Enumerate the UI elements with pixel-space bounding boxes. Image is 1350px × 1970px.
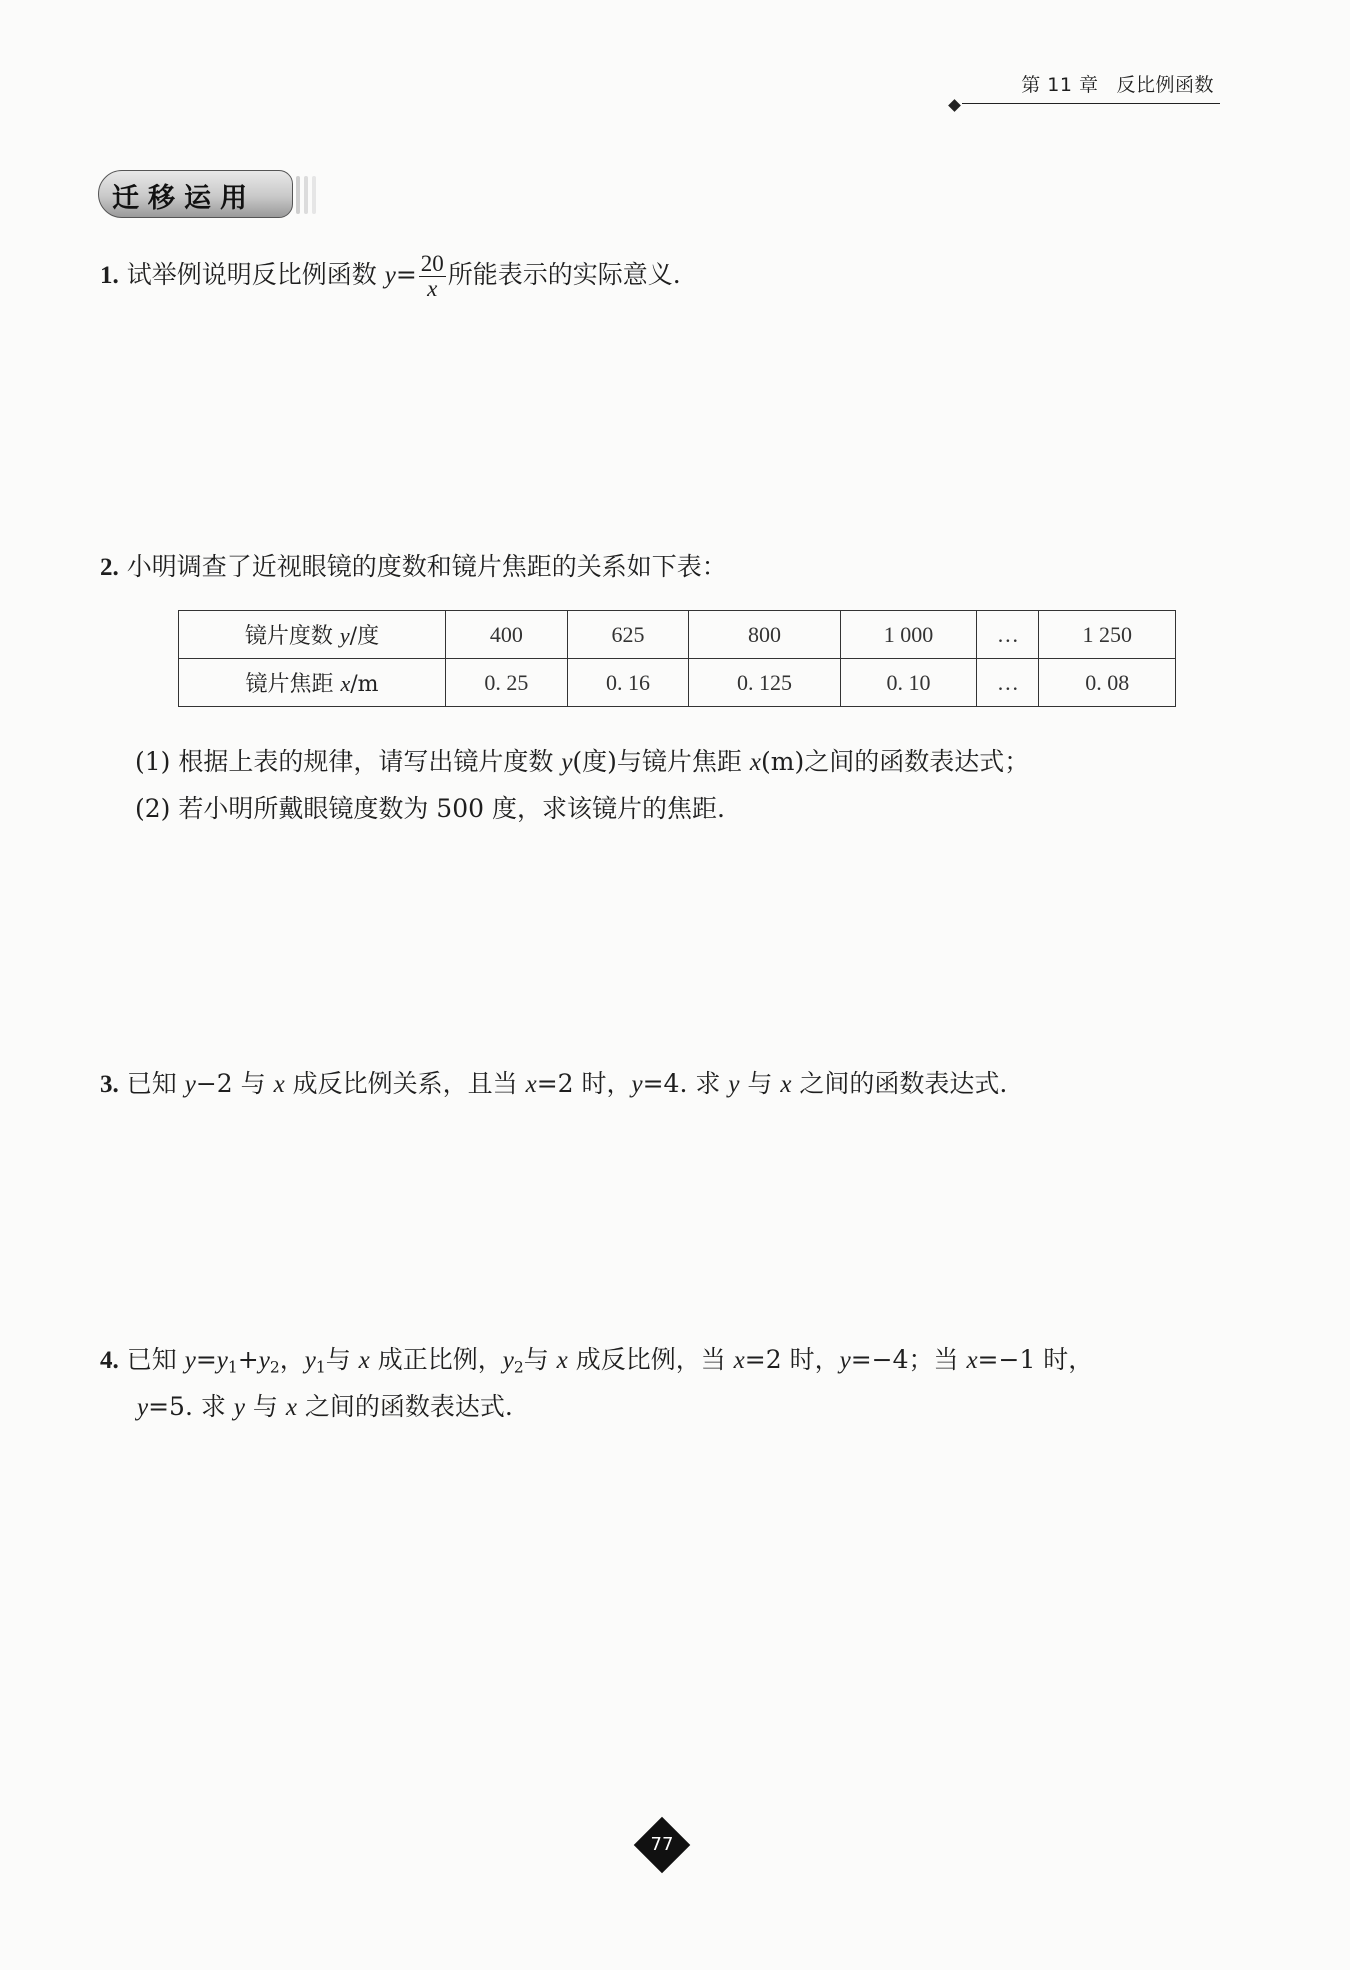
table-row — [179, 611, 1176, 659]
question-text: =−1 时， — [977, 1345, 1094, 1374]
badge-stripe-icon — [312, 176, 316, 214]
question-text: 与 — [325, 1345, 359, 1374]
header-diamond-icon — [948, 99, 961, 112]
math-var: x — [733, 1347, 745, 1374]
question-text: 成反比例关系，且当 — [284, 1069, 526, 1098]
question-text: 之间的函数表达式. — [296, 1392, 513, 1421]
table-cell: 800 — [689, 611, 840, 659]
part-text: (m)之间的函数表达式； — [761, 747, 1030, 776]
question-text: 小明调查了近视眼镜的度数和镜片焦距的关系如下表： — [126, 552, 727, 581]
table-cell: 0. 16 — [567, 659, 689, 707]
math-var: y — [258, 1347, 270, 1374]
question-text: 所能表示的实际意义. — [447, 260, 681, 289]
question-text: =2 时， — [536, 1069, 632, 1098]
question-text: −2 与 — [195, 1069, 274, 1098]
question-text: ， — [279, 1345, 305, 1374]
question-2-part-2: (2) 若小明所戴眼镜度数为 500 度，求该镜片的焦距. — [135, 794, 725, 823]
table-cell: 0. 10 — [840, 659, 977, 707]
math-var: x — [749, 749, 761, 776]
question-text: 已知 — [126, 1345, 185, 1374]
badge-stripe-icon — [304, 176, 308, 214]
math-var: x — [525, 1071, 537, 1098]
question-text: 成反比例，当 — [567, 1345, 734, 1374]
question-text: 与 — [244, 1392, 286, 1421]
math-var: y — [304, 1347, 316, 1374]
math-var: y — [839, 1347, 851, 1374]
question-3 — [100, 1062, 1007, 1107]
math-var: y — [728, 1071, 740, 1098]
fraction-denominator: x — [427, 276, 438, 301]
table-cell: … — [977, 611, 1039, 659]
table-cell: 625 — [567, 611, 689, 659]
question-number: 2. — [100, 554, 119, 581]
section-title: 迁移运用 — [112, 183, 256, 214]
table-cell: 400 — [446, 611, 568, 659]
header-rule — [962, 103, 1220, 104]
table-cell: 0. 25 — [446, 659, 568, 707]
subscript: 1 — [315, 1358, 326, 1377]
question-text: =5. 求 — [148, 1392, 234, 1421]
question-text: 之间的函数表达式. — [791, 1069, 1008, 1098]
table-cell: 1 000 — [840, 611, 977, 659]
math-var: y — [502, 1347, 514, 1374]
row-header-unit: /m — [350, 672, 379, 697]
question-text: 已知 — [126, 1069, 185, 1098]
question-text: 试举例说明反比例函数 — [126, 260, 385, 289]
question-number: 3. — [100, 1071, 119, 1098]
math-var: y — [384, 262, 396, 289]
table-cell: 0. 125 — [689, 659, 840, 707]
table-cell: 1 250 — [1039, 611, 1176, 659]
question-text: =−4；当 — [850, 1345, 967, 1374]
chapter-number: 第 11 章 — [1021, 74, 1099, 96]
row-header-unit: /度 — [349, 624, 380, 649]
question-2 — [100, 545, 727, 590]
chapter-header — [950, 68, 1220, 104]
page-number: 77 — [650, 1834, 674, 1855]
math-var: x — [556, 1347, 568, 1374]
math-var: y — [561, 749, 573, 776]
section-badge — [98, 170, 323, 220]
math-var: y — [184, 1071, 196, 1098]
question-text: = — [195, 1345, 217, 1374]
math-var: y — [233, 1394, 245, 1421]
question-text: =2 时， — [744, 1345, 840, 1374]
math-var: x — [780, 1071, 792, 1098]
row-header-text: 镜片焦距 — [245, 672, 341, 697]
question-number: 4. — [100, 1347, 119, 1374]
question-4-line-1 — [100, 1338, 1093, 1389]
fraction — [419, 252, 446, 301]
question-text: 成正比例， — [369, 1345, 503, 1374]
question-text: 与 — [523, 1345, 557, 1374]
question-4-line-2 — [137, 1385, 513, 1430]
math-var: y — [339, 623, 350, 648]
subscript: 1 — [227, 1358, 238, 1377]
question-number: 1. — [100, 262, 119, 289]
fraction-numerator: 20 — [420, 251, 444, 276]
question-text: =4. 求 — [642, 1069, 729, 1098]
math-var: y — [184, 1347, 196, 1374]
question-1 — [100, 252, 681, 301]
badge-stripe-icon — [296, 176, 300, 214]
math-var: x — [358, 1347, 370, 1374]
part-text: (1) 根据上表的规律，请写出镜片度数 — [135, 747, 562, 776]
lens-data-table — [178, 610, 1176, 707]
math-var: x — [285, 1394, 297, 1421]
question-text: 与 — [739, 1069, 781, 1098]
row-header — [179, 659, 446, 707]
part-text: (度)与镜片焦距 — [572, 747, 750, 776]
math-op: = — [395, 260, 417, 289]
table-row — [179, 659, 1176, 707]
math-var: x — [273, 1071, 285, 1098]
chapter-title: 反比例函数 — [1116, 74, 1214, 96]
row-header — [179, 611, 446, 659]
table-cell: … — [977, 659, 1039, 707]
chapter-header-text — [1021, 70, 1214, 97]
math-var: y — [631, 1071, 643, 1098]
table-cell: 0. 08 — [1039, 659, 1176, 707]
subscript: 2 — [513, 1358, 524, 1377]
question-text: + — [237, 1345, 259, 1374]
math-var: y — [216, 1347, 228, 1374]
question-2-part-1 — [135, 740, 1029, 785]
subscript: 2 — [269, 1358, 280, 1377]
math-var: y — [137, 1394, 149, 1421]
math-var: x — [966, 1347, 978, 1374]
math-var: x — [340, 671, 351, 696]
row-header-text: 镜片度数 — [244, 624, 340, 649]
